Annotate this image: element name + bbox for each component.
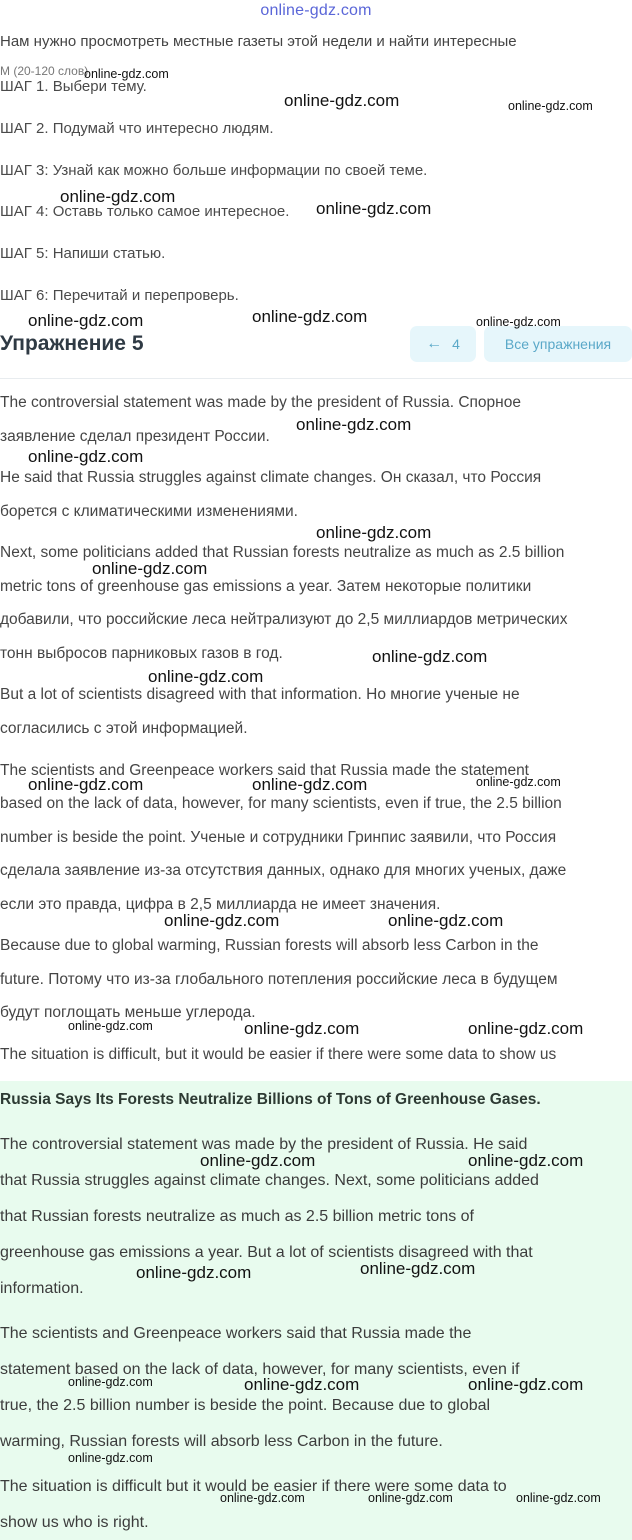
watermark: online-gdz.com <box>316 199 432 218</box>
article-line: greenhouse gas emissions a year. But a lot of scientists disagreed with that <box>0 1244 533 1261</box>
step-6: ШАГ 6: Перечитай и перепроверь. <box>0 287 239 304</box>
answer-line: если это правда, цифра в 2,5 миллиарда не имеет значения. <box>0 896 441 913</box>
watermark: online-gdz.com <box>468 1375 584 1394</box>
previous-exercise-button[interactable] <box>410 326 476 362</box>
watermark: online-gdz.com <box>28 311 144 330</box>
previous-exercise-number: 4 <box>452 336 460 352</box>
article-headline: Russia Says Its Forests Neutralize Billions of Tons of Greenhouse Gases. <box>0 1091 541 1108</box>
answer-line: тонн выбросов парниковых газов в год. <box>0 645 283 662</box>
article-line: show us who is right. <box>0 1514 149 1531</box>
watermark: online-gdz.com <box>68 1019 153 1033</box>
watermark: online-gdz.com <box>284 91 400 110</box>
watermark: online-gdz.com <box>252 307 368 326</box>
watermark: online-gdz.com <box>372 647 488 666</box>
watermark: online-gdz.com <box>28 447 144 466</box>
answer-line: number is beside the point. Ученые и сотрудники Гринпис заявили, что Россия <box>0 829 557 846</box>
watermark: online-gdz.com <box>360 1259 476 1278</box>
watermark: online-gdz.com <box>220 1491 305 1505</box>
answer-line: добавили, что российские леса нейтрализуют до 2,5 миллиардов метрических <box>0 611 568 628</box>
watermark: online-gdz.com <box>68 1375 153 1389</box>
answer-line: Because due to global warming, Russian forests will absorb less Carbon in the <box>0 937 539 954</box>
step-4: ШАГ 4: Оставь только самое интересное. <box>0 203 290 220</box>
watermark: online-gdz.com <box>516 1491 601 1505</box>
article-line: statement based on the lack of data, however, for many scientists, even if <box>0 1361 520 1378</box>
watermark: online-gdz.com <box>148 667 264 686</box>
watermark: online-gdz.com <box>468 1151 584 1170</box>
watermark: online-gdz.com <box>60 187 176 206</box>
watermark: online-gdz.com <box>252 775 368 794</box>
watermark: online-gdz.com <box>468 1019 584 1038</box>
watermark: online-gdz.com <box>368 1491 453 1505</box>
all-exercises-button[interactable]: Все упражнения <box>484 326 632 362</box>
arrow-left-icon: ← <box>426 335 443 352</box>
answer-line: based on the lack of data, however, for many scientists, even if true, the 2.5 billion <box>0 795 562 812</box>
watermark: online-gdz.com <box>84 67 169 81</box>
answer-line: The controversial statement was made by the president of Russia. Спорное <box>0 394 521 411</box>
intro-partial-text: М (20-120 слов) <box>0 64 89 78</box>
watermark: online-gdz.com <box>68 1451 153 1465</box>
step-1: ШАГ 1. Выбери тему. <box>0 78 147 95</box>
watermark: online-gdz.com <box>164 911 280 930</box>
answer-line: сделала заявление из-за отсутствия данных, однако для многих ученых, даже <box>0 862 567 879</box>
answer-line: The scientists and Greenpeace workers said that Russia made the statement <box>0 762 529 779</box>
article-line: The situation is difficult but it would be easier if there were some data to <box>0 1478 507 1495</box>
watermark: online-gdz.com <box>244 1019 360 1038</box>
article-line: that Russian forests neutralize as much as 2.5 billion metric tons of <box>0 1208 474 1225</box>
watermark: online-gdz.com <box>136 1263 252 1282</box>
article-line: true, the 2.5 billion number is beside the point. Because due to global <box>0 1397 491 1414</box>
article-line: The controversial statement was made by the president of Russia. He said <box>0 1136 528 1153</box>
watermark: online-gdz.com <box>316 523 432 542</box>
answer-line: заявление сделал президент России. <box>0 428 270 445</box>
answer-line: He said that Russia struggles against climate changes. Он сказал, что Россия <box>0 469 542 486</box>
answer-line: But a lot of scientists disagreed with that information. Но многие ученые не <box>0 686 520 703</box>
answer-line: согласились с этой информацией. <box>0 720 248 737</box>
exercise-title: Упражнение 5 <box>0 332 144 355</box>
article-line: warming, Russian forests will absorb less Carbon in the future. <box>0 1433 443 1450</box>
step-3: ШАГ 3: Узнай как можно больше информации по своей теме. <box>0 162 428 179</box>
step-5: ШАГ 5: Напиши статью. <box>0 245 166 262</box>
answer-line: The situation is difficult, but it would be easier if there were some data to show us <box>0 1046 557 1063</box>
answer-line: future. Потому что из-за глобального потепления российские леса в будущем <box>0 971 558 988</box>
watermark: online-gdz.com <box>476 775 561 789</box>
article-line: The scientists and Greenpeace workers said that Russia made the <box>0 1325 472 1342</box>
article-line: information. <box>0 1280 84 1297</box>
site-logo[interactable]: online-gdz.com <box>260 2 372 19</box>
article-line: that Russia struggles against climate changes. Next, some politicians added <box>0 1172 539 1189</box>
watermark: online-gdz.com <box>296 415 412 434</box>
divider <box>0 378 632 379</box>
answer-line: будут поглощать меньше углерода. <box>0 1004 256 1021</box>
step-2: ШАГ 2. Подумай что интересно людям. <box>0 120 274 137</box>
watermark: online-gdz.com <box>28 775 144 794</box>
answer-line: борется с климатическими изменениями. <box>0 503 298 520</box>
answer-line: Next, some politicians added that Russian forests neutralize as much as 2.5 billion <box>0 544 565 561</box>
watermark: online-gdz.com <box>92 559 208 578</box>
watermark: online-gdz.com <box>476 315 561 329</box>
watermark: online-gdz.com <box>388 911 504 930</box>
answer-line: metric tons of greenhouse gas emissions a year. Затем некоторые политики <box>0 578 532 595</box>
watermark: online-gdz.com <box>200 1151 316 1170</box>
intro-text: Нам нужно просмотреть местные газеты этой недели и найти интересные <box>0 33 517 50</box>
watermark: online-gdz.com <box>244 1375 360 1394</box>
watermark: online-gdz.com <box>508 99 593 113</box>
